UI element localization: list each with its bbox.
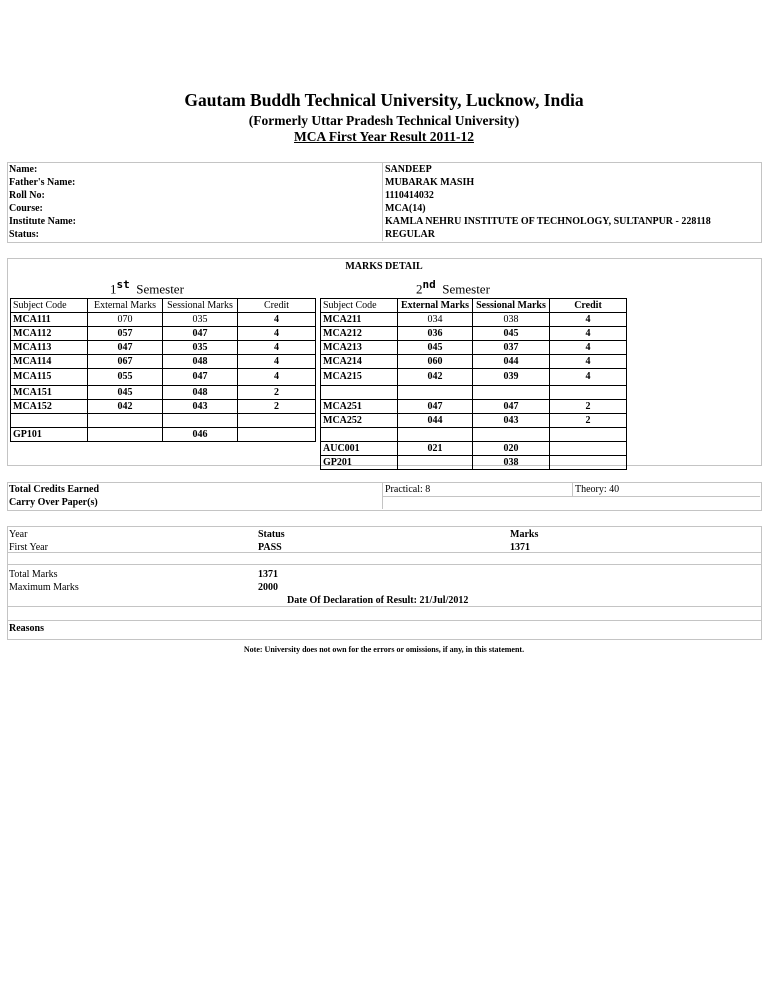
year-value: First Year <box>9 542 48 553</box>
sem2-table <box>320 298 627 470</box>
credit: 4 <box>550 313 627 327</box>
table-row <box>321 369 627 386</box>
sessional-marks: 043 <box>163 400 238 414</box>
student-labels <box>9 163 76 241</box>
subject-code: MCA115 <box>11 369 88 386</box>
sem1-header-credit: Credit <box>238 299 316 313</box>
subject-code: MCA211 <box>321 313 398 327</box>
sem1-header-sessional: Sessional Marks <box>163 299 238 313</box>
sem1-suffix: st <box>116 278 130 291</box>
credit: 2 <box>550 414 627 428</box>
sem2-number: 2 <box>416 281 423 297</box>
credit: 4 <box>238 341 316 355</box>
summary-box <box>7 526 762 640</box>
sessional-marks: 020 <box>473 442 550 456</box>
subject-code: MCA213 <box>321 341 398 355</box>
credit: 4 <box>238 369 316 386</box>
sessional-marks: 035 <box>163 313 238 327</box>
sem2-header-external: External Marks <box>398 299 473 313</box>
sem2-suffix: nd <box>422 278 436 291</box>
sessional-marks: 048 <box>163 386 238 400</box>
sem2-header-credit: Credit <box>550 299 627 313</box>
institute-value: KAMLA NEHRU INSTITUTE OF TECHNOLOGY, SULTANPUR - 228118 <box>385 216 711 227</box>
status-label: Status: <box>9 229 40 240</box>
course-label: Course: <box>9 203 43 214</box>
credit: 4 <box>550 341 627 355</box>
father-name-value: MUBARAK MASIH <box>385 177 475 188</box>
sessional-marks: 047 <box>163 369 238 386</box>
external-marks: 021 <box>398 442 473 456</box>
subject-code: MCA251 <box>321 400 398 414</box>
result-status-label: Status <box>258 529 285 540</box>
table-row <box>321 341 627 355</box>
table-row <box>321 355 627 369</box>
subject-code: GP201 <box>321 456 398 470</box>
declaration-date: Date Of Declaration of Result: 21/Jul/2012 <box>287 595 469 606</box>
year-label: Year <box>9 529 28 540</box>
external-marks: 042 <box>88 400 163 414</box>
disclaimer-note: Note: University does not own for the errors or omissions, if any, in this statement. <box>243 645 525 654</box>
table-row <box>11 428 316 442</box>
credit: 4 <box>550 327 627 341</box>
sem2-header-sessional: Sessional Marks <box>473 299 550 313</box>
external-marks: 060 <box>398 355 473 369</box>
father-name-label: Father's Name: <box>9 177 76 188</box>
table-row <box>321 400 627 414</box>
roll-no-label: Roll No: <box>9 190 45 201</box>
credit: 2 <box>238 400 316 414</box>
credit: 4 <box>550 369 627 386</box>
student-values <box>385 163 711 241</box>
marks-value: 1371 <box>510 542 530 553</box>
spacer-row <box>321 428 627 442</box>
subject-code: MCA151 <box>11 386 88 400</box>
sem1-header-subject: Subject Code <box>11 299 88 313</box>
result-status-value: PASS <box>258 542 282 553</box>
subject-code: MCA114 <box>11 355 88 369</box>
sem2-heading <box>416 278 490 297</box>
sem1-heading <box>110 278 184 297</box>
external-marks: 047 <box>398 400 473 414</box>
course-value: MCA(14) <box>385 203 426 214</box>
table-row <box>321 456 627 470</box>
total-marks-value: 1371 <box>258 569 278 580</box>
external-marks: 047 <box>88 341 163 355</box>
total-marks-label: Total Marks <box>9 569 58 580</box>
external-marks: 044 <box>398 414 473 428</box>
sessional-marks: 048 <box>163 355 238 369</box>
external-marks: 045 <box>398 341 473 355</box>
subject-code: MCA214 <box>321 355 398 369</box>
subject-code: MCA152 <box>11 400 88 414</box>
maximum-marks-value: 2000 <box>258 582 278 593</box>
subject-code: GP101 <box>11 428 88 442</box>
name-value: SANDEEP <box>385 164 432 175</box>
reasons-label: Reasons <box>9 623 45 634</box>
credit: 4 <box>238 355 316 369</box>
table-row <box>11 327 316 341</box>
sem1-header-row <box>11 299 316 313</box>
university-title: Gautam Buddh Technical University, Lucknow, India <box>184 90 584 110</box>
result-title: MCA First Year Result 2011-12 <box>294 129 474 144</box>
table-row <box>11 400 316 414</box>
sem1-number: 1 <box>110 281 117 297</box>
table-row <box>321 442 627 456</box>
grade-points: 038 <box>473 456 550 470</box>
external-marks: 055 <box>88 369 163 386</box>
credit: 4 <box>238 313 316 327</box>
sessional-marks: 035 <box>163 341 238 355</box>
roll-no-value: 1110414032 <box>385 190 434 201</box>
table-row <box>11 386 316 400</box>
table-row <box>11 369 316 386</box>
credit: 2 <box>238 386 316 400</box>
sem2-word: Semester <box>442 281 490 297</box>
credit: 4 <box>238 327 316 341</box>
sem1-header-external: External Marks <box>88 299 163 313</box>
credit: 2 <box>550 400 627 414</box>
sessional-marks: 047 <box>163 327 238 341</box>
spacer-row <box>11 414 316 428</box>
marks-label: Marks <box>510 529 539 540</box>
theory-credits: Theory: 40 <box>575 484 620 495</box>
external-marks: 057 <box>88 327 163 341</box>
sem2-header-subject: Subject Code <box>321 299 398 313</box>
grade-points: 046 <box>163 428 238 442</box>
total-credits-label: Total Credits Earned <box>9 484 100 495</box>
sessional-marks: 045 <box>473 327 550 341</box>
credit: 4 <box>550 355 627 369</box>
marks-detail-title: MARKS DETAIL <box>345 261 423 272</box>
external-marks: 042 <box>398 369 473 386</box>
table-row <box>11 313 316 327</box>
carry-over-label: Carry Over Paper(s) <box>9 497 98 508</box>
sessional-marks: 038 <box>473 313 550 327</box>
sem1-table <box>10 298 316 442</box>
subject-code: MCA113 <box>11 341 88 355</box>
practical-credits: Practical: 8 <box>385 484 431 495</box>
sessional-marks: 047 <box>473 400 550 414</box>
subject-code: MCA111 <box>11 313 88 327</box>
subject-code: MCA252 <box>321 414 398 428</box>
external-marks: 045 <box>88 386 163 400</box>
subject-code: AUC001 <box>321 442 398 456</box>
sessional-marks: 043 <box>473 414 550 428</box>
institute-label: Institute Name: <box>9 216 76 227</box>
external-marks: 067 <box>88 355 163 369</box>
sessional-marks: 037 <box>473 341 550 355</box>
name-label: Name: <box>9 164 38 175</box>
table-row <box>321 414 627 428</box>
sem1-word: Semester <box>136 281 184 297</box>
table-row <box>11 341 316 355</box>
external-marks: 036 <box>398 327 473 341</box>
former-name: (Formerly Uttar Pradesh Technical University) <box>248 113 520 128</box>
sessional-marks: 044 <box>473 355 550 369</box>
sem2-header-row <box>321 299 627 313</box>
subject-code: MCA215 <box>321 369 398 386</box>
subject-code: MCA212 <box>321 327 398 341</box>
sessional-marks: 039 <box>473 369 550 386</box>
table-row <box>321 327 627 341</box>
table-row <box>321 313 627 327</box>
spacer-row <box>321 386 627 400</box>
external-marks: 070 <box>88 313 163 327</box>
status-value: REGULAR <box>385 229 436 240</box>
external-marks: 034 <box>398 313 473 327</box>
maximum-marks-label: Maximum Marks <box>9 582 79 593</box>
subject-code: MCA112 <box>11 327 88 341</box>
table-row <box>11 355 316 369</box>
